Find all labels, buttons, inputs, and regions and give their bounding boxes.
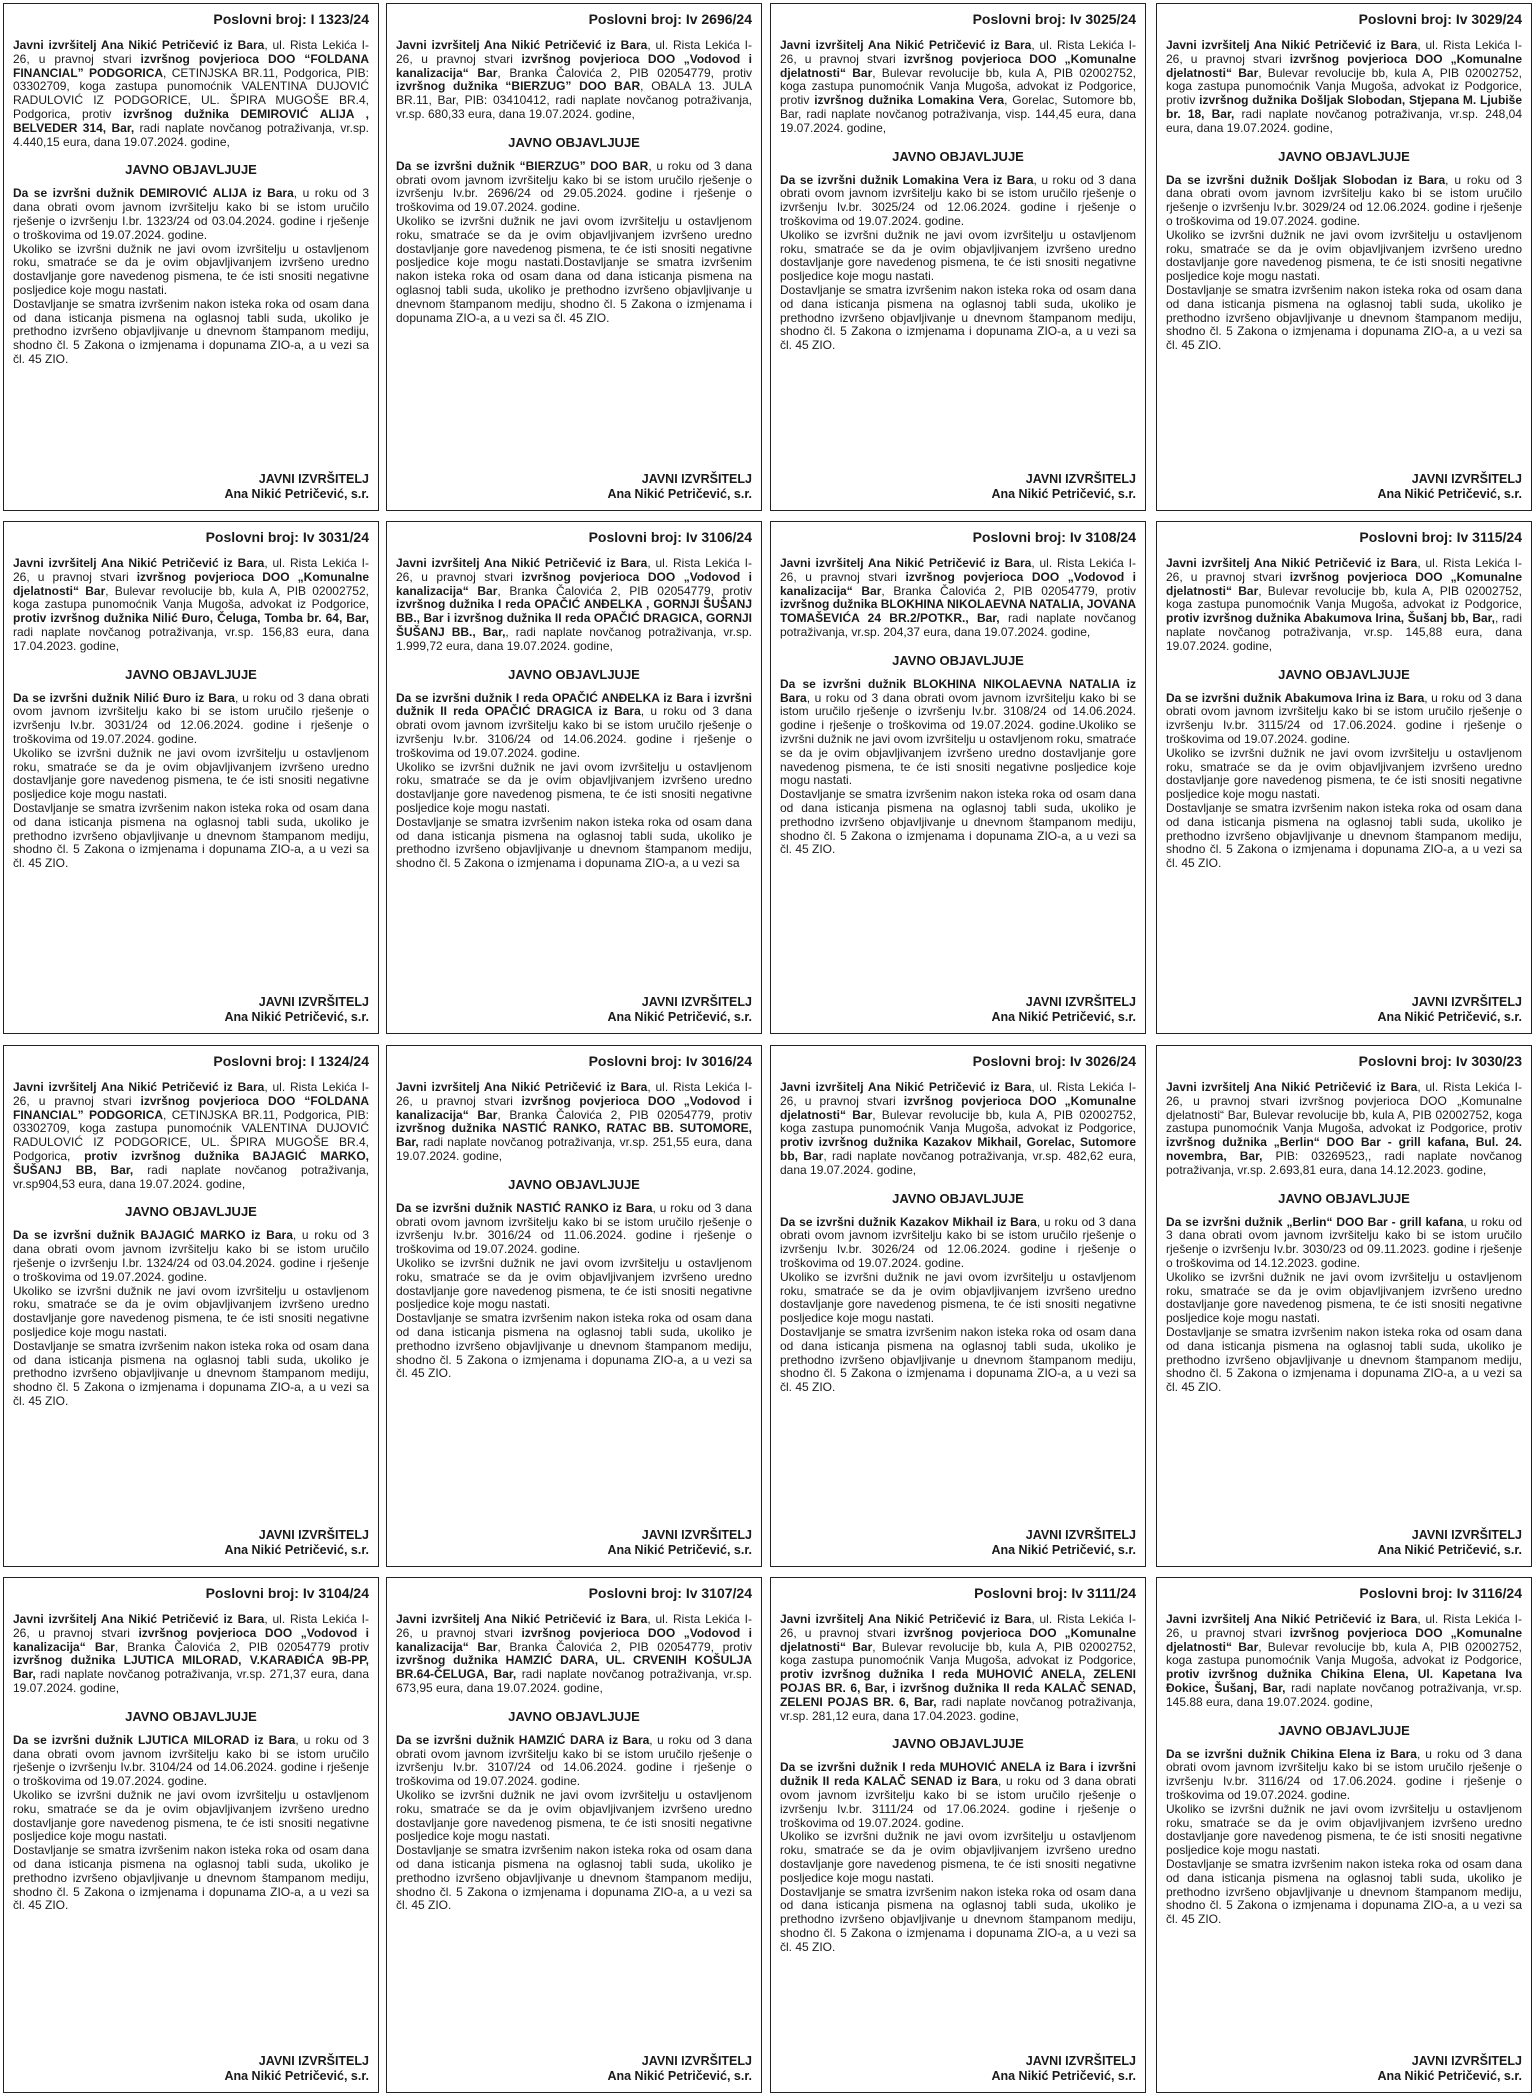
signature-title: JAVNI IZVRŠITELJ: [1411, 472, 1522, 486]
notice-body: Da se izvršni dužnik „Berlin“ DOO Bar - grill kafana, u roku od 3 dana obrati ovom javnom izvršitelju kako bi se istom uručilo rješenje o izvršenju Iv.br. 3030/23 od 09.11.2023. godine i rješenje o troškovima od 14.12.2023. godine. Ukoliko se izvršni dužnik ne javi ovom izvršitelju u ostavljenom roku, smatraće se da je ovim objavljivanjem izvršeno uredno dostavljanje gore navedenog pismena, te će isti snositi negativne posljedice koje mogu nastati. Dostavljanje se smatra izvršenim nakon isteka roka od osam dana od dana isticanja pismena na oglasnoj tabli suda, ukoliko je prethodno izvršeno objavljivanje u dnevnom štampanom mediju, shodno čl. 5 Zakona o izmjenama i dopunama ZIO-a, a u vezi sa čl. 45 ZIO.: [1166, 1214, 1523, 1395]
notice-iv-3108-24: [770, 521, 1146, 1034]
signature-title: JAVNI IZVRŠITELJ: [641, 472, 752, 486]
notice-iv-3106-24: [386, 521, 762, 1034]
notice-intro: Javni izvršitelj Ana Nikić Petričević iz Bara, ul. Rista Lekića I-26, u pravnoj stvari izvršnog povjerioca DOO „Komunalne djelatnosti“ Bar, Bulevar revolucije bb, kula A, PIB 02002752, koga zastupa punomoćnik Vanja Mugoša, advokat iz Podgorice, protiv izvršnog dužnika Chikina Elena, Ul. Kapetana Iva Đokice, Šušanj, Bar, radi naplate novčanog potraživanja, vr.sp. 145.88 eura, dana 19.07.2024. godine,: [1166, 1612, 1523, 1709]
signature-title: JAVNI IZVRŠITELJ: [641, 2054, 752, 2068]
signature-title: JAVNI IZVRŠITELJ: [1411, 995, 1522, 1009]
signature-name: Ana Nikić Petričević, s.r.: [1377, 487, 1522, 501]
signature-title: JAVNI IZVRŠITELJ: [1025, 472, 1136, 486]
notice-signature: [13, 2040, 369, 2086]
notice-signature: [1166, 981, 1522, 1027]
notice-number: Poslovni broj: Iv 3111/24: [974, 1585, 1136, 1601]
notice-iv-3016-24: [386, 1045, 762, 1567]
notice-intro: Javni izvršitelj Ana Nikić Petričević iz Bara, ul. Rista Lekića I-26, u pravnoj stvari izvršnog povjerioca DOO „Komunalne djelatnosti“ Bar, Bulevar revolucije bb, kula A, PIB 02002752, koga zastupa punomoćnik Vanja Mugoša, advokat iz Podgorice, protiv izvršnog dužnika Nilić Đuro, Čeluga, Tomba br. 64, Bar, radi naplate novčanog potraživanja, vr.sp. 156,83 eura, dana 17.04.2023. godine,: [13, 556, 370, 653]
notice-intro: Javni izvršitelj Ana Nikić Petričević iz Bara, ul. Rista Lekića I-26, u pravnoj stvari izvršnog povjerioca DOO „Vodovod i kanalizacija“ Bar, Branka Čalovića 2, PIB 02054779, protiv izvršnog dužnika BLOKHINA NIKOLAEVNA NATALIA, JOVANA TOMAŠEVIĆA 24 BR.2/POTKR., Bar, radi naplate novčanog potraživanja, vr.sp. 204,37 eura, dana 19.07.2024. godine,: [780, 556, 1137, 639]
notice-heading: JAVNO OBJAVLJUJE: [1278, 1190, 1410, 1206]
notice-iv-3030-23: [1156, 1045, 1532, 1567]
notice-intro: Javni izvršitelj Ana Nikić Petričević iz Bara, ul. Rista Lekića I-26, u pravnoj stvari izvršnog povjerioca DOO „Vodovod i kanalizacija“ Bar, Branka Čalovića 2, PIB 02054779 protiv izvršnog dužnika LJUTICA MILORAD, V.KARAĐIĆA 9B-PP, Bar, radi naplate novčanog potraživanja, vr.sp. 271,37 eura, dana 19.07.2024. godine,: [13, 1612, 370, 1695]
notice-intro: Javni izvršitelj Ana Nikić Petričević iz Bara, ul. Rista Lekića I-26, u pravnoj stvari izvršnog povjerioca DOO „Komunalne djelatnosti“ Bar, Bulevar revolucije bb, kula A, PIB 02002752, koga zastupa punomoćnik Vanja Mugoša, advokat iz Podgorice, protiv izvršnog dužnika Abakumova Irina, Šušanj bb, Bar,, radi naplate novčanog potraživanja, vr.sp. 145,88 eura, dana 19.07.2024. godine,: [1166, 556, 1523, 653]
notice-i-1324-24: [3, 1045, 379, 1567]
signature-name: Ana Nikić Petričević, s.r.: [224, 1543, 369, 1557]
notice-signature: [780, 2040, 1136, 2086]
notice-iv-3031-24: [3, 521, 379, 1034]
notice-number: Poslovni broj: Iv 3108/24: [972, 529, 1136, 545]
notice-body: Da se izvršni dužnik BAJAGIĆ MARKO iz Bara, u roku od 3 dana obrati ovom javnom izvršitelju kako bi se istom uručilo rješenje o izvršenju I.br. 1324/24 od 03.04.2024. godine i rješenje o troškovima od 19.07.2024. godine. Ukoliko se izvršni dužnik ne javi ovom izvršitelju u ostavljenom roku, smatraće se da je ovim objavljivanjem izvršeno uredno dostavljanje gore navedenog pismena, te će isti snositi negativne posljedice koje mogu nastati. Dostavljanje se smatra izvršenim nakon isteka roka od osam dana od dana isticanja pismena na oglasnoj tabli suda, ukoliko je prethodno izvršeno objavljivanje u dnevnom štampanom mediju, shodno čl. 5 Zakona o izmjenama i dopunama ZIO-a, a u vezi sa čl. 45 ZIO.: [13, 1228, 369, 1408]
notice-intro: Javni izvršitelj Ana Nikić Petričević iz Bara, ul. Rista Lekića I-26, u pravnoj stvari izvršnog povjerioca DOO “FOLDANA FINANCIAL” PODGORICA, CETINJSKA BR.11, Podgorica, PIB: 03302709, koga zastupa punomoćnik VALENTINA DUJOVIĆ RADULOVIĆ IZ PODGORICE, UL. ŠPIRA MUGOŠE BR.4, Podgorica, protiv izvršnog dužnika BAJAGIĆ MARKO, ŠUŠANJ BB, Bar, radi naplate novčanog potraživanja, vr.sp904,53 eura, dana 19.07.2024. godine,: [13, 1080, 370, 1191]
notice-number: Poslovni broj: I 1324/24: [213, 1053, 369, 1069]
notice-signature: [780, 1514, 1136, 1560]
notice-signature: [780, 458, 1136, 504]
notice-i-1323-24: [3, 3, 379, 511]
notice-signature: [1166, 2040, 1522, 2086]
notice-iv-3025-24: [770, 3, 1146, 511]
notice-heading: JAVNO OBJAVLJUJE: [1278, 148, 1410, 164]
notice-body: Da se izvršni dužnik Kazakov Mikhail iz Bara, u roku od 3 dana obrati ovom javnom izvršitelju kako bi se istom uručilo rješenje o izvršenju Iv.br. 3026/24 od 12.06.2024. godine i rješenje o troškovima od 19.07.2024. godine. Ukoliko se izvršni dužnik ne javi ovom izvršitelju u ostavljenom roku, smatraće se da je ovim objavljivanjem izvršeno uredno dostavljanje gore navedenog pismena, te će isti snositi negativne posljedice koje mogu nastati. Dostavljanje se smatra izvršenim nakon isteka roka od osam dana od dana isticanja pismena na oglasnoj tabli suda, ukoliko je prethodno izvršeno objavljivanje u dnevnom štampanom mediju, shodno čl. 5 Zakona o izmjenama i dopunama ZIO-a, a u vezi sa čl. 45 ZIO.: [780, 1214, 1136, 1395]
notice-signature: [396, 981, 752, 1027]
signature-title: JAVNI IZVRŠITELJ: [258, 2054, 369, 2068]
notice-signature: [780, 981, 1136, 1027]
notice-number: Poslovni broj: Iv 2696/24: [588, 11, 752, 27]
notice-intro: Javni izvršitelj Ana Nikić Petričević iz Bara, ul. Rista Lekića I-26, u pravnoj stvari izvršnog povjerioca DOO „Komunalne djelatnosti“ Bar, Bulevar revolucije bb, kula A, PIB 02002752, koga zastupa punomoćnik Vanja Mugoša, advokat iz Podgorice, protiv izvršnog dužnika „Berlin“ DOO Bar - grill kafana, Bul. 24. novembra, Bar, PIB: 03269523,, radi naplate novčanog potraživanja, vr.sp. 2.693,81 eura, dana 14.12.2023. godine,: [1166, 1080, 1523, 1177]
notice-number: Poslovni broj: Iv 3026/24: [972, 1053, 1136, 1069]
notice-body: Da se izvršni dužnik Abakumova Irina iz Bara, u roku od 3 dana obrati ovom javnom izvršitelju kako bi se istom uručilo rješenje o izvršenju Iv.br. 3115/24 od 17.06.2024. godine i rješenje o troškovima od 19.07.2024. godine. Ukoliko se izvršni dužnik ne javi ovom izvršitelju u ostavljenom roku, smatraće se da je ovim objavljivanjem izvršeno uredno dostavljanje gore navedenog pismena, te će isti snositi negativne posljedice koje mogu nastati. Dostavljanje se smatra izvršenim nakon isteka roka od osam dana od dana isticanja pismena na oglasnoj tabli suda, ukoliko je prethodno izvršeno objavljivanje u dnevnom štampanom mediju, shodno čl. 5 Zakona o izmjenama i dopunama ZIO-a, a u vezi sa čl. 45 ZIO.: [1166, 690, 1522, 871]
notice-heading: JAVNO OBJAVLJUJE: [892, 1736, 1024, 1752]
notice-iv-3115-24: [1156, 521, 1532, 1034]
signature-name: Ana Nikić Petričević, s.r.: [1377, 1543, 1522, 1557]
signature-name: Ana Nikić Petričević, s.r.: [607, 1543, 752, 1557]
notice-heading: JAVNO OBJAVLJUJE: [1278, 1722, 1410, 1738]
notice-intro: Javni izvršitelj Ana Nikić Petričević iz Bara, ul. Rista Lekića I-26, u pravnoj stvari izvršnog povjerioca DOO „Komunalne djelatnosti“ Bar, Bulevar revolucije bb, kula A, PIB 02002752, koga zastupa punomoćnik Vanja Mugoša, advokat iz Podgorice, protiv izvršnog dužnika Došljak Slobodan, Stjepana M. Ljubiše br. 18, Bar, radi naplate novčanog potraživanja, vr.sp. 248,04 eura, dana 19.07.2024. godine,: [1166, 38, 1523, 135]
notice-signature: [1166, 1514, 1522, 1560]
notice-iv-3116-24: [1156, 1577, 1532, 2093]
notice-body: Da se izvršni dužnik DEMIROVIĆ ALIJA iz Bara, u roku od 3 dana obrati ovom javnom izvršitelju kako bi se istom uručilo rješenje o izvršenju I.br. 1323/24 od 03.04.2024. godine i rješenje o troškovima od 19.07.2024. godine. Ukoliko se izvršni dužnik ne javi ovom izvršitelju u ostavljenom roku, smatraće se da je ovim objavljivanjem izvršeno uredno dostavljanje gore navedenog pismena, te će isti snositi negativne posljedice koje mogu nastati. Dostavljanje se smatra izvršenim nakon isteka roka od osam dana od dana isticanja pismena na oglasnoj tabli suda, ukoliko je prethodno izvršeno objavljivanje u dnevnom štampanom mediju, shodno čl. 5 Zakona o izmjenama i dopunama ZIO-a, a u vezi sa čl. 45 ZIO.: [13, 186, 369, 366]
notice-intro: Javni izvršitelj Ana Nikić Petričević iz Bara, ul. Rista Lekića I-26, u pravnoj stvari izvršnog povjerioca DOO „Komunalne djelatnosti“ Bar, Bulevar revolucije bb, kula A, PIB 02002752, koga zastupa punomoćnik Vanja Mugoša, advokat iz Podgorice, protiv izvršnog dužnika I reda MUHOVIĆ ANELA, ZELENI POJAS BR. 6, Bar, i izvršnog dužnika II reda KALAČ SENAD, ZELENI POJAS BR. 6, Bar, radi naplate novčanog potraživanja, vr.sp. 281,12 eura, dana 17.04.2023. godine,: [780, 1612, 1137, 1723]
notice-intro: Javni izvršitelj Ana Nikić Petričević iz Bara, ul. Rista Lekića I-26, u pravnoj stvari izvršnog povjerioca DOO „Komunalne djelatnosti“ Bar, Bulevar revolucije bb, kula A, PIB 02002752, koga zastupa punomoćnik Vanja Mugoša, advokat iz Podgorice, protiv izvršnog dužnika Kazakov Mikhail, Gorelac, Sutomore bb, Bar, radi naplate novčanog potraživanja, vr.sp. 482,62 eura, dana 19.07.2024. godine,: [780, 1080, 1137, 1177]
signature-name: Ana Nikić Petričević, s.r.: [1377, 2069, 1522, 2083]
notice-heading: JAVNO OBJAVLJUJE: [892, 652, 1024, 668]
signature-name: Ana Nikić Petričević, s.r.: [607, 2069, 752, 2083]
notice-signature: [1166, 458, 1522, 504]
notice-number: Poslovni broj: Iv 3031/24: [205, 529, 369, 545]
notice-heading: JAVNO OBJAVLJUJE: [125, 666, 257, 682]
notice-number: Poslovni broj: Iv 3107/24: [588, 1585, 752, 1601]
notice-intro: Javni izvršitelj Ana Nikić Petričević iz Bara, ul. Rista Lekića I-26, u pravnoj stvari izvršnog povjerioca DOO „Vodovod i kanalizacija“ Bar, Branka Čalovića 2, PIB 02054779, protiv izvršnog dužnika HAMZIĆ DARA, UL. CRVENIH KOŠULJA BR.64-ČELUGA, Bar, radi naplate novčanog potraživanja, vr.sp. 673,95 eura, dana 19.07.2024. godine,: [396, 1612, 753, 1695]
notice-body: Da se izvršni dužnik Nilić Đuro iz Bara, u roku od 3 dana obrati ovom javnom izvršitelju kako bi se istom uručilo rješenje o izvršenju Iv.br. 3031/24 od 12.06.2024. godine i rješenje o troškovima od 19.07.2024. godine. Ukoliko se izvršni dužnik ne javi ovom izvršitelju u ostavljenom roku, smatraće se da je ovim objavljivanjem izvršeno uredno dostavljanje gore navedenog pismena, te će isti snositi negativne posljedice koje mogu nastati. Dostavljanje se smatra izvršenim nakon isteka roka od osam dana od dana isticanja pismena na oglasnoj tabli suda, ukoliko je prethodno izvršeno objavljivanje u dnevnom štampanom mediju, shodno čl. 5 Zakona o izmjenama i dopunama ZIO-a, a u vezi sa čl. 45 ZIO.: [13, 690, 369, 871]
notice-body: Da se izvršni dužnik NASTIĆ RANKO iz Bara, u roku od 3 dana obrati ovom javnom izvršitelju kako bi se istom uručilo rješenje o izvršenju Iv.br. 3016/24 od 11.06.2024. godine i rješenje o troškovima od 19.07.2024. godine. Ukoliko se izvršni dužnik ne javi ovom izvršitelju u ostavljenom roku, smatraće se da je ovim objavljivanjem izvršeno uredno dostavljanje gore navedenog pismena, te će isti snositi negativne posljedice koje mogu nastati. Dostavljanje se smatra izvršenim nakon isteka roka od osam dana od dana isticanja pismena na oglasnoj tabli suda, ukoliko je prethodno izvršeno objavljivanje u dnevnom štampanom mediju, shodno čl. 5 Zakona o izmjenama i dopunama ZIO-a, a u vezi sa čl. 45 ZIO.: [396, 1200, 752, 1381]
notice-iv-3111-24: [770, 1577, 1146, 2093]
notice-heading: JAVNO OBJAVLJUJE: [1278, 666, 1410, 682]
notice-heading: JAVNO OBJAVLJUJE: [892, 148, 1024, 164]
notice-signature: [13, 458, 369, 504]
signature-name: Ana Nikić Petričević, s.r.: [607, 487, 752, 501]
notice-heading: JAVNO OBJAVLJUJE: [508, 1176, 640, 1192]
signature-title: JAVNI IZVRŠITELJ: [258, 472, 369, 486]
notice-intro: Javni izvršitelj Ana Nikić Petričević iz Bara, ul. Rista Lekića I-26, u pravnoj stvari izvršnog povjerioca DOO „Vodovod i kanalizacija“ Bar, Branka Čalovića 2, PIB 02054779, protiv izvršnog dužnika “BIERZUG” DOO BAR, OBALA 13. JULA BR.11, Bar, PIB: 03410412, radi naplate novčanog potraživanja, vr.sp. 680,33 eura, dana 19.07.2024. godine,: [396, 38, 753, 121]
notice-signature: [396, 2040, 752, 2086]
notice-heading: JAVNO OBJAVLJUJE: [508, 666, 640, 682]
notice-heading: JAVNO OBJAVLJUJE: [892, 1190, 1024, 1206]
signature-name: Ana Nikić Petričević, s.r.: [991, 1010, 1136, 1024]
signature-title: JAVNI IZVRŠITELJ: [258, 1528, 369, 1542]
signature-name: Ana Nikić Petričević, s.r.: [1377, 1010, 1522, 1024]
signature-name: Ana Nikić Petričević, s.r.: [991, 1543, 1136, 1557]
signature-name: Ana Nikić Petričević, s.r.: [224, 1010, 369, 1024]
notice-number: Poslovni broj: Iv 3030/23: [1358, 1053, 1522, 1069]
notice-number: Poslovni broj: I 1323/24: [213, 11, 369, 27]
signature-name: Ana Nikić Petričević, s.r.: [991, 487, 1136, 501]
notice-body: Da se izvršni dužnik I reda MUHOVIĆ ANELA iz Bara i izvršni dužnik II reda KALAČ SENAD iz Bara, u roku od 3 dana obrati ovom javnom izvršitelju kako bi se istom uručilo rješenje o izvršenju Iv.br. 3111/24 od 17.06.2024. godine i rješenje o troškovima od 19.07.2024. godine. Ukoliko se izvršni dužnik ne javi ovom izvršitelju u ostavljenom roku, smatraće se da je ovim objavljivanjem izvršeno uredno dostavljanje gore navedenog pismena, te će isti snositi negativne posljedice koje mogu nastati. Dostavljanje se smatra izvršenim nakon isteka roka od osam dana od dana isticanja pismena na oglasnoj tabli suda, ukoliko je prethodno izvršeno objavljivanje u dnevnom štampanom mediju, shodno čl. 5 Zakona o izmjenama i dopunama ZIO-a, a u vezi sa čl. 45 ZIO.: [780, 1760, 1136, 1954]
notice-iv-2696-24: [386, 3, 762, 511]
notice-body: Da se izvršni dužnik LJUTICA MILORAD iz Bara, u roku od 3 dana obrati ovom javnom izvršitelju kako bi se istom uručilo rješenje o izvršenju Iv.br. 3104/24 od 14.06.2024. godine i rješenje o troškovima od 19.07.2024. godine. Ukoliko se izvršni dužnik ne javi ovom izvršitelju u ostavljenom roku, smatraće se da je ovim objavljivanjem izvršeno uredno dostavljanje gore navedenog pismena, te će isti snositi negativne posljedice koje mogu nastati. Dostavljanje se smatra izvršenim nakon isteka roka od osam dana od dana isticanja pismena na oglasnoj tabli suda, ukoliko je prethodno izvršeno objavljivanje u dnevnom štampanom mediju, shodno čl. 5 Zakona o izmjenama i dopunama ZIO-a, a u vezi sa čl. 45 ZIO.: [13, 1732, 369, 1913]
notice-intro: Javni izvršitelj Ana Nikić Petričević iz Bara, ul. Rista Lekića I-26, u pravnoj stvari izvršnog povjerioca DOO „Komunalne djelatnosti“ Bar, Bulevar revolucije bb, kula A, PIB 02002752, koga zastupa punomoćnik Vanja Mugoša, advokat iz Podgorice, protiv izvršnog dužnika Lomakina Vera, Gorelac, Sutomore bb, Bar, radi naplate novčanog potraživanja, visp. 144,45 eura, dana 19.07.2024. godine,: [780, 38, 1137, 135]
notice-number: Poslovni broj: Iv 3104/24: [205, 1585, 369, 1601]
notice-body: Da se izvršni dužnik BLOKHINA NIKOLAEVNA NATALIA iz Bara, u roku od 3 dana obrati ovom javnom izvršitelju kako bi se istom uručilo rješenje o izvršenju Iv.br. 3108/24 od 14.06.2024. godine i rješenje o troškovima od 19.07.2024. godine.Ukoliko se izvršni dužnik ne javi ovom izvršitelju u ostavljenom roku, smatraće se da je ovim objavljivanjem izvršeno uredno dostavljanje gore navedenog pismena, te će isti snositi negativne posljedice koje mogu nastati. Dostavljanje se smatra izvršenim nakon isteka roka od osam dana od dana isticanja pismena na oglasnoj tabli suda, ukoliko je prethodno izvršeno objavljivanje u dnevnom štampanom mediju, shodno čl. 5 Zakona o izmjenama i dopunama ZIO-a, a u vezi sa čl. 45 ZIO.: [780, 676, 1136, 857]
signature-name: Ana Nikić Petričević, s.r.: [607, 1010, 752, 1024]
notice-intro: Javni izvršitelj Ana Nikić Petričević iz Bara, ul. Rista Lekića I-26, u pravnoj stvari izvršnog povjerioca DOO „Vodovod i kanalizacija“ Bar, Branka Čalovića 2, PIB 02054779, protiv izvršnog dužnika NASTIĆ RANKO, RATAC BB. SUTOMORE, Bar, radi naplate novčanog potraživanja, vr.sp. 251,55 eura, dana 19.07.2024. godine,: [396, 1080, 753, 1163]
notice-body: Da se izvršni dužnik “BIERZUG” DOO BAR, u roku od 3 dana obrati ovom javnom izvršitelju kako bi se istom uručilo rješenje o izvršenju Iv.br. 2696/24 od 29.05.2024. godine i rješenje o troškovima od 19.07.2024. godine. Ukoliko se izvršni dužnik ne javi ovom izvršitelju u ostavljenom roku, smatraće se da je ovim objavljivanjem izvršeno uredno dostavljanje gore navedenog pismena, te će isti snositi negativne posljedice koje mogu nastati.Dostavljanje se smatra izvršenim nakon isteka roka od osam dana od dana isticanja pismena na oglasnoj tabli suda, ukoliko je prethodno izvršeno objavljivanje u dnevnom štampanom mediju, shodno čl. 5 Zakona o izmjenama i dopunama ZIO-a, a u vezi sa čl. 45 ZIO.: [396, 158, 752, 325]
signature-name: Ana Nikić Petričević, s.r.: [224, 2069, 369, 2083]
signature-name: Ana Nikić Petričević, s.r.: [224, 487, 369, 501]
notice-iv-3026-24: [770, 1045, 1146, 1567]
notice-iv-3107-24: [386, 1577, 762, 2093]
notice-heading: JAVNO OBJAVLJUJE: [125, 162, 257, 178]
notice-body: Da se izvršni dužnik Chikina Elena iz Bara, u roku od 3 dana obrati ovom javnom izvršitelju kako bi se istom uručilo rješenje o izvršenju Iv.br. 3116/24 od 17.06.2024. godine i rješenje o troškovima od 19.07.2024. godine. Ukoliko se izvršni dužnik ne javi ovom izvršitelju u ostavljenom roku, smatraće se da je ovim objavljivanjem izvršeno uredno dostavljanje gore navedenog pismena, te će isti snositi negativne posljedice koje mogu nastati. Dostavljanje se smatra izvršenim nakon isteka roka od osam dana od dana isticanja pismena na oglasnoj tabli suda, ukoliko je prethodno izvršeno objavljivanje u dnevnom štampanom mediju, shodno čl. 5 Zakona o izmjenama i dopunama ZIO-a, a u vezi sa čl. 45 ZIO.: [1166, 1746, 1522, 1927]
notice-body: Da se izvršni dužnik HAMZIĆ DARA iz Bara, u roku od 3 dana obrati ovom javnom izvršitelju kako bi se istom uručilo rješenje o izvršenju Iv.br. 3107/24 od 14.06.2024. godine i rješenje o troškovima od 19.07.2024. godine. Ukoliko se izvršni dužnik ne javi ovom izvršitelju u ostavljenom roku, smatraće se da je ovim objavljivanjem izvršeno uredno dostavljanje gore navedenog pismena, te će isti snositi negativne posljedice koje mogu nastati. Dostavljanje se smatra izvršenim nakon isteka roka od osam dana od dana isticanja pismena na oglasnoj tabli suda, ukoliko je prethodno izvršeno objavljivanje u dnevnom štampanom mediju, shodno čl. 5 Zakona o izmjenama i dopunama ZIO-a, a u vezi sa čl. 45 ZIO.: [396, 1732, 752, 1913]
notice-signature: [396, 458, 752, 504]
signature-title: JAVNI IZVRŠITELJ: [641, 1528, 752, 1542]
notice-body: Da se izvršni dužnik I reda OPAČIĆ ANĐELKA iz Bara i izvršni dužnik II reda OPAČIĆ DRAGICA iz Bara, u roku od 3 dana obrati ovom javnom izvršitelju kako bi se istom uručilo rješenje o izvršenju Iv.br. 3106/24 od 14.06.2024. godine i rješenje o troškovima od 19.07.2024. godine. Ukoliko se izvršni dužnik ne javi ovom izvršitelju u ostavljenom roku, smatraće se da je ovim objavljivanjem izvršeno uredno dostavljanje gore navedenog pismena, te će isti snositi negativne posljedice koje mogu nastati. Dostavljanje se smatra izvršenim nakon isteka roka od osam dana od dana isticanja pismena na oglasnoj tabli suda, ukoliko je prethodno izvršeno objavljivanje u dnevnom štampanom mediju, shodno čl. 5 Zakona o izmjenama i dopunama ZIO-a, a u vezi sa: [396, 690, 752, 871]
notice-signature: [396, 1514, 752, 1560]
signature-title: JAVNI IZVRŠITELJ: [1025, 995, 1136, 1009]
notice-heading: JAVNO OBJAVLJUJE: [508, 1708, 640, 1724]
notice-body: Da se izvršni dužnik Došljak Slobodan iz Bara, u roku od 3 dana obrati ovom javnom izvršitelju kako bi se istom uručilo rješenje o izvršenju Iv.br. 3029/24 od 12.06.2024. godine i rješenje o troškovima od 19.07.2024. godine. Ukoliko se izvršni dužnik ne javi ovom izvršitelju u ostavljenom roku, smatraće se da je ovim objavljivanjem izvršeno uredno dostavljanje gore navedenog pismena, te će isti snositi negativne posljedice koje mogu nastati. Dostavljanje se smatra izvršenim nakon isteka roka od osam dana od dana isticanja pismena na oglasnoj tabli suda, ukoliko je prethodno izvršeno objavljivanje u dnevnom štampanom mediju, shodno čl. 5 Zakona o izmjenama i dopunama ZIO-a, a u vezi sa čl. 45 ZIO.: [1166, 172, 1523, 353]
notice-number: Poslovni broj: Iv 3025/24: [972, 11, 1136, 27]
notice-number: Poslovni broj: Iv 3029/24: [1358, 11, 1522, 27]
signature-title: JAVNI IZVRŠITELJ: [258, 995, 369, 1009]
signature-name: Ana Nikić Petričević, s.r.: [991, 2069, 1136, 2083]
notice-intro: Javni izvršitelj Ana Nikić Petričević iz Bara, ul. Rista Lekića I-26, u pravnoj stvari izvršnog povjerioca DOO „Vodovod i kanalizacija“ Bar, Branka Čalovića 2, PIB 02054779, protiv izvršnog dužnika I reda OPAČIĆ ANĐELKA , GORNJI ŠUŠANJ BB., Bar i izvršnog dužnika II reda OPAČIĆ DRAGICA, GORNJI ŠUŠANJ BB., Bar,, radi naplate novčanog potraživanja, vr.sp. 1.999,72 eura, dana 19.07.2024. godine,: [396, 556, 753, 653]
notice-number: Poslovni broj: Iv 3106/24: [588, 529, 752, 545]
notice-number: Poslovni broj: Iv 3116/24: [1359, 1585, 1522, 1601]
notice-signature: [13, 981, 369, 1027]
notice-heading: JAVNO OBJAVLJUJE: [125, 1204, 257, 1220]
signature-title: JAVNI IZVRŠITELJ: [1025, 1528, 1136, 1542]
notice-heading: JAVNO OBJAVLJUJE: [508, 134, 640, 150]
notice-number: Poslovni broj: Iv 3115/24: [1359, 529, 1522, 545]
notice-intro: Javni izvršitelj Ana Nikić Petričević iz Bara, ul. Rista Lekića I-26, u pravnoj stvari izvršnog povjerioca DOO “FOLDANA FINANCIAL” PODGORICA, CETINJSKA BR.11, Podgorica, PIB: 03302709, koga zastupa punomoćnik VALENTINA DUJOVIĆ RADULOVIĆ IZ PODGORICE, UL. ŠPIRA MUGOŠE BR.4, Podgorica, protiv izvršnog dužnika DEMIROVIĆ ALIJA , BELVEDER 314, Bar, radi naplate novčanog potraživanja, vr.sp. 4.440,15 eura, dana 19.07.2024. godine,: [13, 38, 370, 149]
notice-heading: JAVNO OBJAVLJUJE: [125, 1708, 257, 1724]
signature-title: JAVNI IZVRŠITELJ: [1411, 1528, 1522, 1542]
notice-signature: [13, 1514, 369, 1560]
signature-title: JAVNI IZVRŠITELJ: [1025, 2054, 1136, 2068]
notice-iv-3104-24: [3, 1577, 379, 2093]
notice-iv-3029-24: [1156, 3, 1532, 511]
notice-number: Poslovni broj: Iv 3016/24: [588, 1053, 752, 1069]
notice-body: Da se izvršni dužnik Lomakina Vera iz Bara, u roku od 3 dana obrati ovom javnom izvršitelju kako bi se istom uručilo rješenje o izvršenju Iv.br. 3025/24 od 12.06.2024. godine i rješenje o troškovima od 19.07.2024. godine. Ukoliko se izvršni dužnik ne javi ovom izvršitelju u ostavljenom roku, smatraće se da je ovim objavljivanjem izvršeno uredno dostavljanje gore navedenog pismena, te će isti snositi negativne posljedice koje mogu nastati. Dostavljanje se smatra izvršenim nakon isteka roka od osam dana od dana isticanja pismena na oglasnoj tabli suda, ukoliko je prethodno izvršeno objavljivanje u dnevnom štampanom mediju, shodno čl. 5 Zakona o izmjenama i dopunama ZIO-a, a u vezi sa čl. 45 ZIO.: [780, 172, 1136, 353]
signature-title: JAVNI IZVRŠITELJ: [1411, 2054, 1522, 2068]
signature-title: JAVNI IZVRŠITELJ: [641, 995, 752, 1009]
